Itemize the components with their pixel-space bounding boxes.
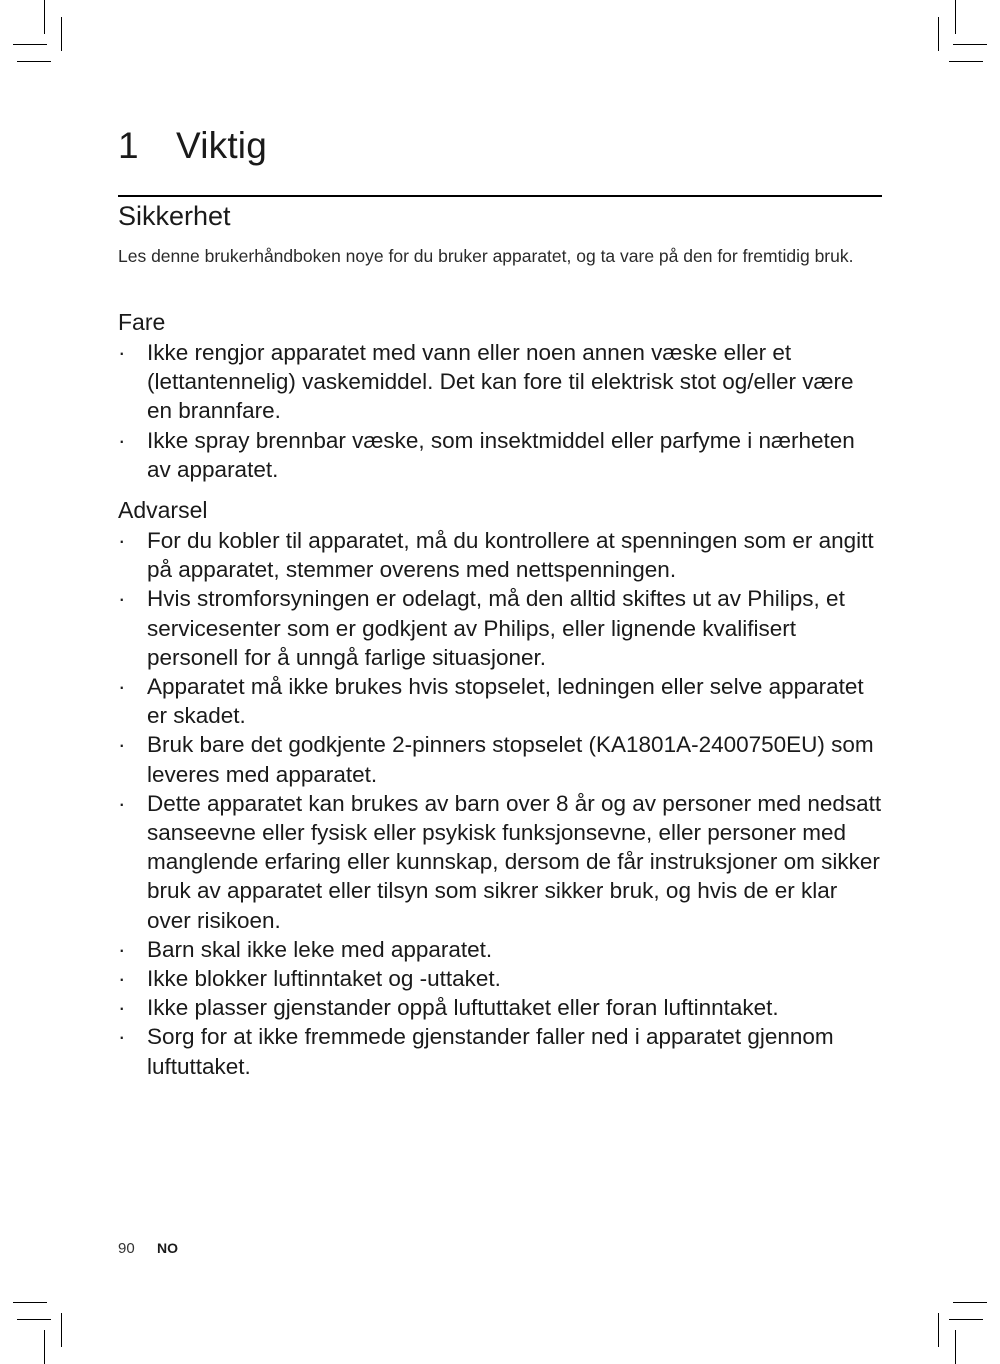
document-page — [118, 0, 882, 1364]
crop-mark — [953, 1302, 987, 1303]
bullet-icon: · — [118, 340, 126, 365]
crop-mark — [955, 0, 956, 34]
list-item-text: Ikke plasser gjenstander oppå luftuttaket eller foran luftinntaket. — [147, 995, 779, 1021]
crop-mark — [61, 17, 62, 51]
crop-mark — [44, 1330, 45, 1364]
advarsel-heading: Advarsel — [118, 497, 208, 523]
crop-mark — [61, 1313, 62, 1347]
bullet-icon: · — [118, 427, 126, 453]
bullet-icon: · — [118, 995, 126, 1021]
page-footer — [118, 1238, 178, 1259]
crop-mark — [17, 61, 51, 62]
crop-mark — [17, 1319, 51, 1320]
crop-mark — [44, 0, 45, 34]
language-code: NO — [157, 1240, 178, 1256]
chapter-title — [118, 122, 267, 170]
crop-mark — [949, 61, 983, 62]
list-item-text: Ikke rengjor apparatet med vann eller noen annen væske eller et (lettantennelig) vaskemiddel. Det kan fore til elektrisk stot og/eller være en brannfare. — [147, 340, 854, 424]
bullet-icon: · — [118, 586, 126, 612]
bullet-icon: · — [118, 1024, 126, 1050]
bullet-icon: · — [118, 966, 126, 992]
bullet-icon: · — [118, 674, 126, 700]
advarsel-list — [118, 526, 882, 1081]
list-item — [118, 993, 882, 1022]
list-item — [118, 526, 882, 584]
list-item — [118, 789, 882, 935]
list-item — [118, 1022, 882, 1080]
crop-mark — [938, 17, 939, 51]
list-item — [118, 964, 882, 993]
chapter-title-text: Viktig — [176, 125, 268, 166]
list-item — [118, 935, 882, 964]
intro-paragraph: Les denne brukerhåndboken noye for du bruker apparatet, og ta vare på den for fremtidig bruk. — [118, 246, 854, 266]
crop-mark — [955, 1330, 956, 1364]
bullet-icon: · — [118, 790, 126, 816]
list-item — [118, 338, 882, 426]
bullet-icon: · — [118, 732, 126, 758]
section-divider — [118, 195, 882, 197]
fare-list — [118, 338, 882, 484]
crop-mark — [949, 1319, 983, 1320]
list-item — [118, 672, 882, 730]
chapter-number: 1 — [118, 125, 139, 166]
list-item-text: Ikke spray brennbar væske, som insektmiddel eller parfyme i nærheten av apparatet. — [147, 427, 855, 482]
list-item — [118, 584, 882, 672]
crop-mark — [938, 1313, 939, 1347]
crop-mark — [953, 44, 987, 45]
list-item-text: Barn skal ikke leke med apparatet. — [147, 936, 493, 962]
section-heading: Sikkerhet — [118, 201, 231, 231]
list-item-text: Hvis stromforsyningen er odelagt, må den alltid skiftes ut av Philips, et servicesenter som er godkjent av Philips, eller lignende kvalifisert personell for å unngå farlige situasjoner. — [147, 586, 845, 670]
bullet-icon: · — [118, 528, 126, 553]
crop-mark — [13, 1302, 47, 1303]
list-item — [118, 730, 882, 788]
list-item-text: Sorg for at ikke fremmede gjenstander faller ned i apparatet gjennom luftuttaket. — [147, 1024, 834, 1079]
bullet-icon: · — [118, 936, 126, 962]
list-item-text: For du kobler til apparatet, må du kontrollere at spenningen som er angitt på apparatet, stemmer overens med nettspenningen. — [147, 528, 874, 583]
page-number: 90 — [118, 1240, 135, 1257]
list-item-text: Ikke blokker luftinntaket og -uttaket. — [147, 966, 501, 992]
list-item — [118, 426, 882, 484]
list-item-text: Bruk bare det godkjente 2-pinners stopselet (KA1801A-2400750EU) som leveres med apparatet. — [147, 732, 874, 787]
fare-heading: Fare — [118, 309, 166, 335]
list-item-text: Apparatet må ikke brukes hvis stopselet, ledningen eller selve apparatet er skadet. — [147, 674, 864, 729]
crop-mark — [13, 44, 47, 45]
list-item-text: Dette apparatet kan brukes av barn over 8 år og av personer med nedsatt sanseevne eller fysisk eller psykisk funksjonsevne, eller personer med manglende erfaring eller kunnskap, dersom de får instruksjoner om sikker bruk av apparatet eller tilsyn som sikrer sikker bruk, og hvis de er klar over risikoen. — [147, 790, 882, 933]
